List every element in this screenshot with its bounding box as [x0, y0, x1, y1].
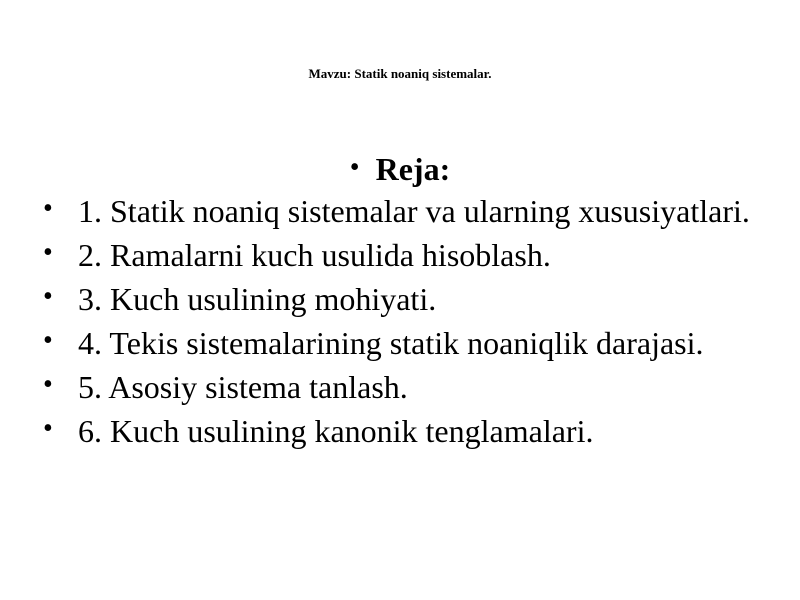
- bullet-icon: •: [43, 325, 53, 356]
- list-item-text: 3. Kuch usulining mohiyati.: [78, 281, 437, 317]
- plan-heading: [0, 148, 800, 189]
- bullet-icon: •: [43, 193, 53, 224]
- list-item: [0, 325, 800, 362]
- list-item-text: 1. Statik noaniq sistemalar va ularning xususiyatlari.: [78, 193, 750, 229]
- bullet-icon: •: [43, 369, 53, 400]
- slide-title: Mavzu: Statik noaniq sistemalar.: [308, 66, 492, 81]
- list-item: [0, 413, 800, 450]
- plan-heading-label: Reja:: [375, 151, 451, 187]
- list-item-text: 2. Ramalarni kuch usulida hisoblash.: [78, 237, 551, 273]
- list-item: [0, 281, 800, 318]
- list-item: [0, 193, 800, 230]
- bullet-icon: •: [43, 237, 53, 268]
- bullet-icon: •: [43, 413, 53, 444]
- list-item: [0, 369, 800, 406]
- bullet-icon: •: [349, 152, 360, 183]
- bullet-icon: •: [43, 281, 53, 312]
- list-item-text: 6. Kuch usulining kanonik tenglamalari.: [78, 413, 594, 449]
- plan-list: [0, 193, 800, 457]
- list-item-text: 4. Tekis sistemalarining statik noaniqlik darajasi.: [78, 325, 704, 361]
- list-item: [0, 237, 800, 274]
- list-item-text: 5. Asosiy sistema tanlash.: [78, 369, 408, 405]
